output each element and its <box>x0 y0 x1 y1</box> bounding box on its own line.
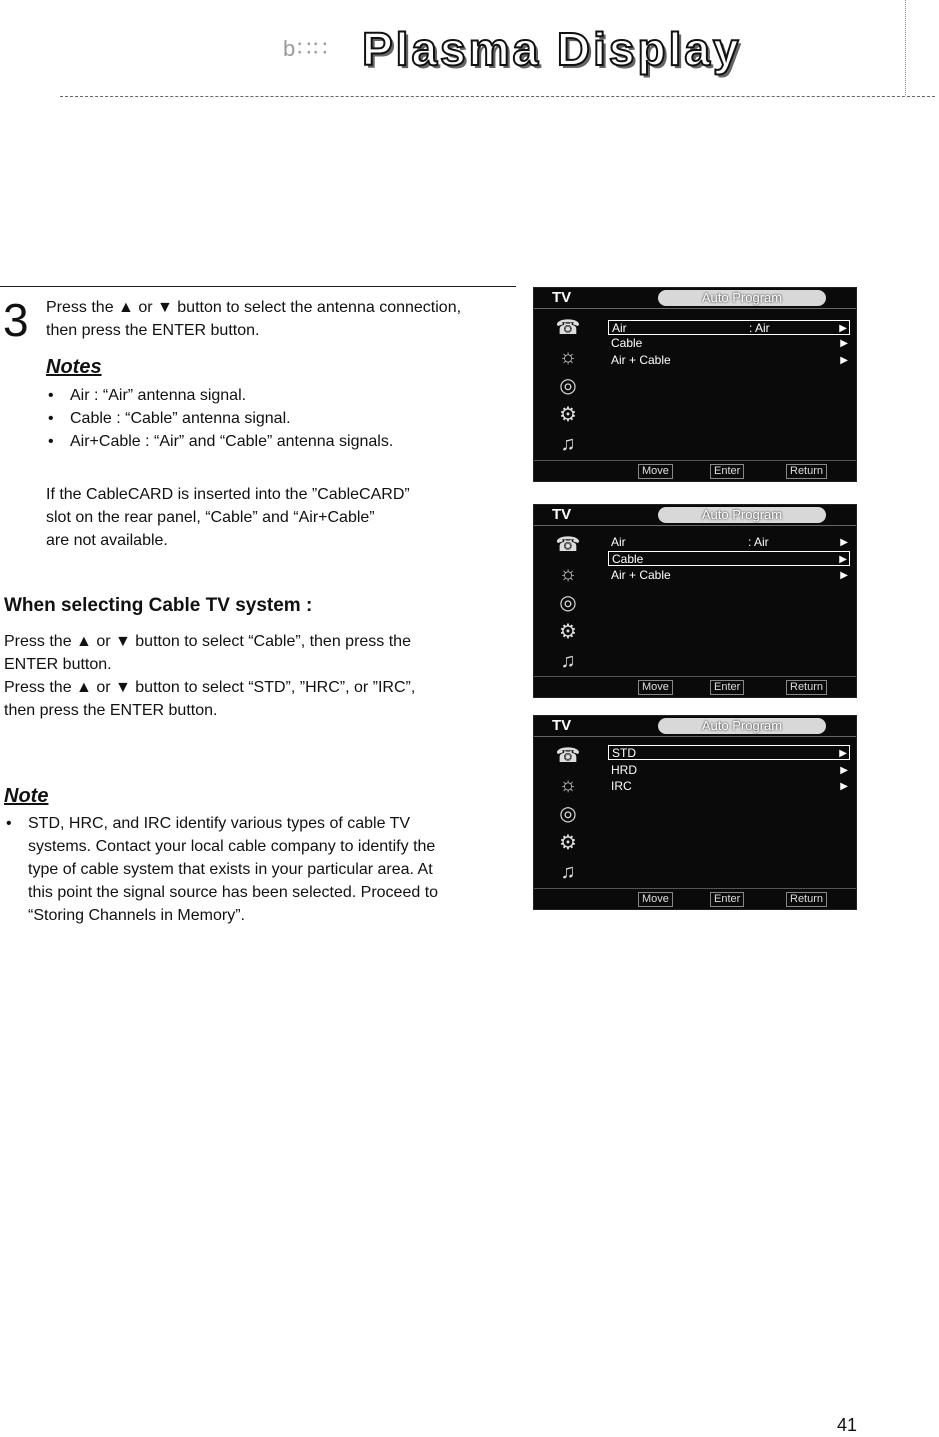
arrow-right-icon: ▶ <box>840 570 848 581</box>
picture-icon: ☼ <box>558 346 578 368</box>
osd-row-label: Cable <box>611 336 643 350</box>
page-number: 41 <box>837 1415 858 1435</box>
osd-menu-title: Auto Program <box>658 507 826 523</box>
osd-row-label: Cable <box>612 552 644 566</box>
input-icon: ☎ <box>555 317 581 339</box>
osd-row-air[interactable] <box>608 535 850 550</box>
note-line-3: type of cable system that exists in your particular area. At <box>28 861 433 878</box>
osd-row-label: IRC <box>611 779 632 793</box>
osd-footer-return: Return <box>786 892 827 907</box>
osd-tv-label: TV <box>552 289 572 306</box>
note-line-1: • STD, HRC, and IRC identify various types of cable TV <box>28 812 410 835</box>
osd-row-air[interactable] <box>608 320 850 335</box>
music-icon: ♫ <box>560 861 576 883</box>
cable-line-2: ENTER button. <box>4 656 112 673</box>
osd-title-bar <box>534 505 856 526</box>
osd-side-icons <box>554 742 582 887</box>
notes-item-cable: • Cable : “Cable” antenna signal. <box>70 407 291 430</box>
music-icon: ♫ <box>560 433 576 455</box>
cable-line-3: Press the ▲ or ▼ button to select “STD”, ”HRC”, or ”IRC”, <box>4 679 416 696</box>
setup-icon: ⚙ <box>559 832 577 854</box>
picture-icon: ☼ <box>558 774 578 796</box>
notes-item-air: • Air : “Air” antenna signal. <box>70 384 246 407</box>
osd-footer-enter: Enter <box>710 464 744 479</box>
osd-menu-title: Auto Program <box>658 718 826 734</box>
osd-side-icons <box>554 314 582 459</box>
sound-icon: ◎ <box>559 375 577 397</box>
arrow-right-icon: ▶ <box>839 748 847 759</box>
osd-row-cable[interactable] <box>608 336 850 351</box>
osd-footer-enter: Enter <box>710 680 744 695</box>
osd-title-bar <box>534 716 856 737</box>
osd-row-hrd[interactable] <box>608 763 850 778</box>
music-icon: ♫ <box>560 650 576 672</box>
step-divider <box>0 286 516 287</box>
step-text-line-2: then press the ENTER button. <box>46 322 260 339</box>
osd-row-air-cable[interactable] <box>608 568 850 583</box>
osd-footer <box>534 460 856 481</box>
osd-footer <box>534 888 856 909</box>
osd-tv-label: TV <box>552 717 572 734</box>
arrow-right-icon: ▶ <box>840 765 848 776</box>
cablecard-line-1: If the CableCARD is inserted into the ”CableCARD” <box>46 486 410 503</box>
brand-title: Plasma Display <box>362 23 742 75</box>
note-heading: Note <box>4 785 49 807</box>
corner-decoration <box>905 0 938 95</box>
picture-icon: ☼ <box>558 563 578 585</box>
step-text-line-1: Press the ▲ or ▼ button to select the antenna connection, <box>46 299 462 316</box>
osd-row-value: : Air <box>749 321 770 335</box>
osd-row-label: Air <box>612 321 627 335</box>
note-line-4: this point the signal source has been selected. Proceed to <box>28 884 439 901</box>
cablecard-line-2: slot on the rear panel, “Cable” and “Air+Cable” <box>46 509 375 526</box>
sound-icon: ◎ <box>559 592 577 614</box>
osd-screen-antenna-cable <box>533 504 857 698</box>
osd-menu-title: Auto Program <box>658 290 826 306</box>
setup-icon: ⚙ <box>559 621 577 643</box>
osd-footer-enter: Enter <box>710 892 744 907</box>
osd-title-bar <box>534 288 856 309</box>
brand-logo-small: b∷∷ <box>283 36 330 61</box>
osd-footer-move: Move <box>638 892 673 907</box>
cable-line-4: then press the ENTER button. <box>4 702 218 719</box>
osd-row-cable[interactable] <box>608 551 850 566</box>
osd-row-value: : Air <box>748 535 769 549</box>
osd-footer-move: Move <box>638 464 673 479</box>
osd-row-air-cable[interactable] <box>608 353 850 368</box>
cablecard-line-3: are not available. <box>46 532 168 549</box>
osd-screen-antenna-air <box>533 287 857 482</box>
osd-footer <box>534 676 856 697</box>
osd-tv-label: TV <box>552 506 572 523</box>
osd-row-label: Air <box>611 535 626 549</box>
osd-footer-move: Move <box>638 680 673 695</box>
notes-heading: Notes <box>46 356 102 378</box>
osd-footer-return: Return <box>786 464 827 479</box>
arrow-right-icon: ▶ <box>839 323 847 334</box>
arrow-right-icon: ▶ <box>840 355 848 366</box>
cable-section-heading: When selecting Cable TV system : <box>4 595 313 616</box>
osd-side-icons <box>554 531 582 676</box>
input-icon: ☎ <box>555 745 581 767</box>
page-header <box>0 0 939 110</box>
osd-row-std[interactable] <box>608 745 850 760</box>
note-line-5: “Storing Channels in Memory”. <box>28 907 245 924</box>
osd-screen-cable-system <box>533 715 857 910</box>
osd-row-label: Air + Cable <box>611 568 671 582</box>
input-icon: ☎ <box>555 534 581 556</box>
setup-icon: ⚙ <box>559 404 577 426</box>
osd-row-label: STD <box>612 746 636 760</box>
notes-item-air-cable: • Air+Cable : “Air” and “Cable” antenna signals. <box>70 430 393 453</box>
osd-row-label: HRD <box>611 763 637 777</box>
osd-row-irc[interactable] <box>608 779 850 794</box>
cable-line-1: Press the ▲ or ▼ button to select “Cable”, then press the <box>4 633 411 650</box>
arrow-right-icon: ▶ <box>840 537 848 548</box>
sound-icon: ◎ <box>559 803 577 825</box>
arrow-right-icon: ▶ <box>840 781 848 792</box>
header-divider <box>60 96 935 97</box>
osd-row-label: Air + Cable <box>611 353 671 367</box>
arrow-right-icon: ▶ <box>840 338 848 349</box>
note-line-2: systems. Contact your local cable company to identify the <box>28 838 436 855</box>
osd-footer-return: Return <box>786 680 827 695</box>
arrow-right-icon: ▶ <box>839 554 847 565</box>
step-number: 3 <box>3 294 29 346</box>
